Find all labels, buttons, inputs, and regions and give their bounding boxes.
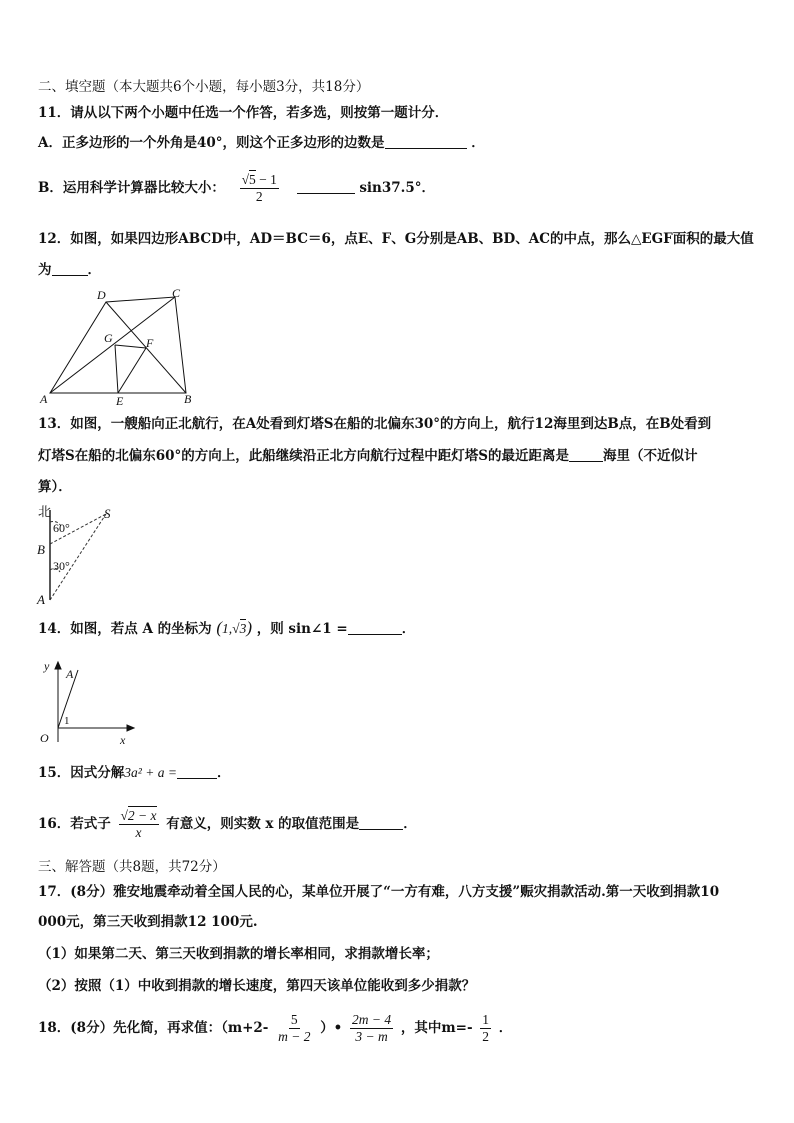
q12-line-2: 为 ． — [38, 262, 101, 278]
q14-answer-blank — [348, 620, 402, 635]
q13-label-s: S — [104, 506, 111, 521]
q12-label-a: A — [40, 392, 48, 405]
q14-axis-y-label: y — [44, 659, 50, 673]
q16-sqrt-value: 2 − x — [127, 808, 157, 823]
q13-line-3: 算）． — [38, 479, 72, 495]
q17-line-2: 000元，第三天收到捐款12 100元. — [38, 914, 258, 930]
q11-a-answer-blank — [385, 134, 467, 149]
q12-label-e: E — [116, 394, 124, 405]
section-3-heading: 三、解答题（共8题，共72分） — [38, 859, 226, 875]
q12-label-f: F — [146, 336, 154, 350]
q11-fraction: $\frac{√5 - 1}{2}$ — [241, 172, 277, 204]
q14-line: 14．如图，若点 A 的坐标为 (1,√3) ，则 sin∠1 = ． — [38, 618, 416, 637]
q15-line: 15．因式分解3a² + a = ． — [38, 765, 231, 781]
q12-label-b: B — [184, 392, 192, 405]
q13-answer-blank — [569, 447, 603, 462]
q13-north-label: 北 — [38, 504, 52, 519]
q11-b-answer-blank — [297, 179, 355, 194]
q11-option-b-prefix: B．运用科学计算器比较大小： — [38, 180, 225, 196]
q13-line-2: 灯塔S在船的北偏东60°的方向上，此船继续沿正北方向航行过程中距灯塔S的最近距离是 海里（不近似计 — [38, 448, 698, 464]
q18-fraction-3: $\frac{1}{2}$ — [482, 1012, 489, 1044]
q18-fraction-2: $\frac{2m - 4}{3 - m}$ — [352, 1012, 392, 1044]
section-2-heading: 二、填空题（本大题共6个小题，每小题3分，共18分） — [38, 79, 370, 95]
q17-part-2: （2）按照（1）中收到捐款的增长速度，第四天该单位能收到多少捐款？ — [38, 978, 476, 994]
q18-line: 18．(8分）先化简，再求值：（m+2- $\frac{5}{m - 2}$ ）• $\frac{2m - 4}{3 - m}$ ，其中m=- $\frac{1}{2}$ ． — [38, 1012, 513, 1044]
q14-sqrt-value: 3 — [239, 621, 247, 636]
q13-label-a: A — [37, 592, 45, 607]
q18-fraction-1: $\frac{5}{m - 2}$ — [278, 1012, 311, 1044]
q11-denominator: 2 — [255, 189, 263, 204]
q12-label-c: C — [172, 286, 181, 300]
q14-axis-x-label: x — [120, 733, 126, 747]
q14-angle-label: 1 — [64, 715, 70, 727]
q16-denominator: x — [135, 825, 142, 840]
q13-lighthouse-figure — [34, 500, 124, 610]
q13-label-b: B — [37, 542, 45, 557]
q16-fraction: $\frac{√2 - x}{x}$ — [120, 808, 157, 840]
q17-part-1: （1）如果第二天、第三天收到捐款的增长率相同，求捐款增长率； — [38, 946, 439, 962]
q12-answer-blank — [52, 261, 88, 276]
q16-answer-blank — [359, 815, 403, 830]
q16-line: 16．若式子 $\frac{√2 - x}{x}$ 有意义，则实数 x 的取值范围是 ． — [38, 808, 417, 840]
q11-num-rest: − 1 — [255, 172, 277, 187]
q11-option-b-suffix: sin37.5°． — [359, 180, 436, 196]
q13-angle-30: 30° — [53, 559, 70, 573]
q11-sqrt-value: 5 — [249, 172, 256, 187]
q12-quadrilateral-figure — [38, 285, 198, 405]
q11-option-a-text: A．正多边形的一个外角是40°，则这个正多边形的边数是 — [38, 135, 385, 151]
q14-point-a-label: A — [66, 667, 74, 681]
q15-answer-blank — [177, 764, 217, 779]
q12-label-g: G — [104, 331, 113, 345]
q14-coordinate-figure — [34, 656, 144, 748]
q11-option-b — [38, 172, 435, 205]
q13-angle-60: 60° — [53, 521, 70, 535]
q12-line-1: 12．如图，如果四边形ABCD中，AD＝BC＝6，点E、F、G分别是AB、BD、AC的中点，那么△EGF面积的最大值 — [38, 231, 754, 247]
q12-label-d: D — [97, 288, 106, 302]
q17-line-1: 17．(8分）雅安地震牵动着全国人民的心，某单位开展了“一方有难，八方支援”赈灾捐款活动.第一天收到捐款10 — [38, 884, 720, 900]
q15-expression: 3a² + a = — [124, 765, 177, 780]
q13-line-1: 13．如图，一艘船向正北航行，在A处看到灯塔S在船的北偏东30°的方向上，航行12海里到达B点，在B处看到 — [38, 416, 712, 432]
q11-option-a — [38, 134, 485, 152]
q11-option-a-end: ． — [471, 135, 485, 151]
q14-origin-label: O — [40, 731, 49, 745]
q11-stem: 11．请从以下两个小题中任选一个作答，若多选，则按第一题计分． — [38, 105, 449, 121]
